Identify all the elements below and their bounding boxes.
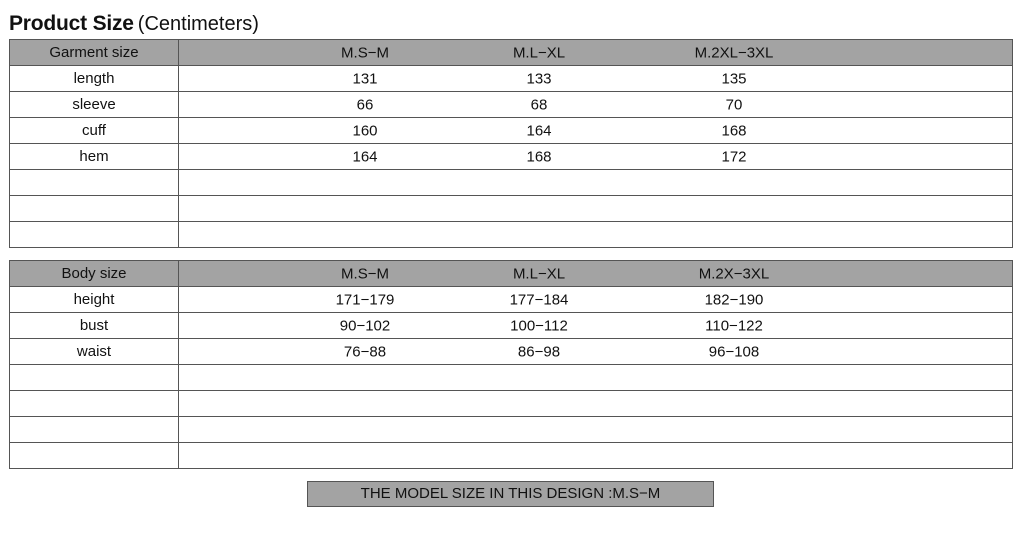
table-row <box>10 144 1013 170</box>
table-cell: 86−98 <box>517 343 561 360</box>
table-row <box>10 66 1013 92</box>
empty-row <box>10 170 1013 196</box>
table-cell: 100−112 <box>510 317 568 334</box>
row-label: height <box>10 287 179 313</box>
table-cell: 131 <box>352 70 378 87</box>
row-label: bust <box>10 313 179 339</box>
table-cell: 90−102 <box>339 317 391 334</box>
size-columns <box>179 261 1013 287</box>
row-values <box>179 118 1013 144</box>
column-header: M.L−XL <box>512 44 566 61</box>
row-values <box>179 66 1013 92</box>
row-label: sleeve <box>10 92 179 118</box>
row-values <box>179 339 1013 365</box>
table-cell: 135 <box>721 70 747 87</box>
empty-cell <box>179 417 1013 443</box>
column-header: M.2XL−3XL <box>694 44 774 61</box>
row-values <box>179 287 1013 313</box>
empty-row <box>10 391 1013 417</box>
row-values <box>179 313 1013 339</box>
empty-cell <box>179 365 1013 391</box>
table-row <box>10 118 1013 144</box>
empty-row <box>10 417 1013 443</box>
table-cell: 70 <box>725 96 743 113</box>
garment-size-header: Garment size <box>10 40 179 66</box>
table-cell: 177−184 <box>509 291 569 308</box>
empty-row <box>10 443 1013 469</box>
table-cell: 66 <box>356 96 374 113</box>
column-header: M.L−XL <box>512 265 566 282</box>
size-columns <box>179 40 1013 66</box>
empty-cell <box>179 170 1013 196</box>
row-values <box>179 92 1013 118</box>
table-cell: 110−122 <box>705 317 763 334</box>
empty-cell <box>10 417 179 443</box>
table-cell: 168 <box>526 148 552 165</box>
table-cell: 164 <box>526 122 552 139</box>
table-cell: 76−88 <box>343 343 387 360</box>
title-main: Product Size <box>9 12 134 35</box>
empty-cell <box>10 196 179 222</box>
table-cell: 182−190 <box>704 291 764 308</box>
table-row <box>10 313 1013 339</box>
body-size-table <box>9 260 1013 469</box>
garment-size-table <box>9 39 1013 248</box>
table-cell: 171−179 <box>335 291 395 308</box>
table-row <box>10 339 1013 365</box>
table-cell: 164 <box>352 148 378 165</box>
empty-cell <box>10 222 179 248</box>
empty-cell <box>179 443 1013 469</box>
table-cell: 68 <box>530 96 548 113</box>
table-header-row <box>10 40 1013 66</box>
column-header: M.S−M <box>341 44 389 61</box>
table-row <box>10 287 1013 313</box>
column-header: M.2X−3XL <box>698 265 770 282</box>
empty-cell <box>10 443 179 469</box>
title-unit: (Centimeters) <box>137 13 259 35</box>
empty-row <box>10 222 1013 248</box>
empty-cell <box>179 222 1013 248</box>
table-cell: 172 <box>721 148 747 165</box>
table-row <box>10 92 1013 118</box>
table-cell: 160 <box>352 122 378 139</box>
row-label: length <box>10 66 179 92</box>
page-title <box>9 10 259 38</box>
empty-cell <box>10 365 179 391</box>
empty-cell <box>10 391 179 417</box>
table-cell: 168 <box>721 122 747 139</box>
empty-cell <box>10 170 179 196</box>
empty-cell <box>179 196 1013 222</box>
row-values <box>179 144 1013 170</box>
model-size-note: THE MODEL SIZE IN THIS DESIGN :M.S−M <box>307 481 714 507</box>
table-header-row <box>10 261 1013 287</box>
body-size-header: Body size <box>10 261 179 287</box>
table-cell: 96−108 <box>708 343 760 360</box>
table-cell: 133 <box>526 70 552 87</box>
empty-row <box>10 365 1013 391</box>
empty-cell <box>179 391 1013 417</box>
row-label: cuff <box>10 118 179 144</box>
column-header: M.S−M <box>341 265 389 282</box>
row-label: waist <box>10 339 179 365</box>
row-label: hem <box>10 144 179 170</box>
empty-row <box>10 196 1013 222</box>
